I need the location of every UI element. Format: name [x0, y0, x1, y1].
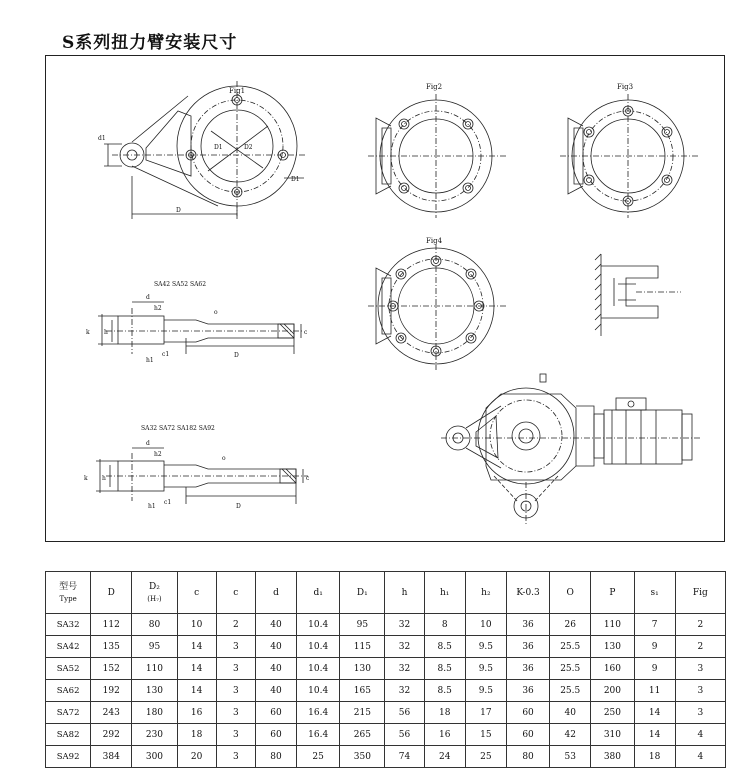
- side2-o-label: o: [222, 455, 226, 462]
- table-cell: 2: [675, 614, 725, 636]
- table-cell: 160: [591, 658, 634, 680]
- wall-bracket-drawing: [595, 254, 681, 336]
- table-cell: 152: [91, 658, 132, 680]
- table-cell: 11: [634, 680, 675, 702]
- table-cell: 14: [177, 680, 216, 702]
- table-cell: 380: [591, 746, 634, 768]
- type-cell: SA62: [46, 680, 91, 702]
- column-header-sublabel: (H₇): [147, 594, 162, 603]
- column-header-label: 型号: [59, 581, 78, 592]
- fig1-label: Fig1: [229, 87, 246, 95]
- side1-h-label: h: [104, 329, 108, 336]
- column-header-label: O: [566, 587, 574, 598]
- table-cell: 130: [340, 658, 385, 680]
- column-header-label: h: [401, 587, 408, 598]
- technical-drawing: [45, 55, 725, 542]
- table-cell: 40: [255, 658, 296, 680]
- table-cell: 14: [177, 636, 216, 658]
- table-cell: 74: [385, 746, 424, 768]
- table-row: [46, 724, 726, 746]
- table-cell: 26: [550, 614, 591, 636]
- side2-D-label: D: [236, 503, 241, 510]
- table-cell: 18: [634, 746, 675, 768]
- table-cell: 14: [634, 724, 675, 746]
- table-cell: 135: [91, 636, 132, 658]
- table-cell: 300: [132, 746, 177, 768]
- fig4-label: Fig4: [426, 237, 443, 245]
- drawing-canvas: [46, 56, 724, 541]
- dim-D2-label: D2: [244, 144, 253, 151]
- table-cell: 53: [550, 746, 591, 768]
- type-cell: SA32: [46, 614, 91, 636]
- table-cell: 14: [177, 658, 216, 680]
- table-cell: 10: [177, 614, 216, 636]
- table-cell: 110: [132, 658, 177, 680]
- table-cell: 80: [506, 746, 549, 768]
- side1-c-label: c: [304, 329, 308, 336]
- table-cell: 17: [465, 702, 506, 724]
- table-cell: 2: [216, 614, 255, 636]
- column-header: [132, 572, 177, 614]
- table-cell: 9: [634, 636, 675, 658]
- table-cell: 18: [424, 702, 465, 724]
- table-cell: 25.5: [550, 636, 591, 658]
- table-cell: 32: [385, 680, 424, 702]
- table-cell: 3: [216, 658, 255, 680]
- table-cell: 4: [675, 746, 725, 768]
- table-cell: 8: [424, 614, 465, 636]
- side2-h1-label: h1: [148, 503, 156, 510]
- side1-c1-label: c1: [162, 351, 170, 358]
- side2-h-label: h: [102, 475, 106, 482]
- table-cell: 16: [424, 724, 465, 746]
- assembly-drawing: [441, 374, 701, 526]
- table-cell: 3: [675, 658, 725, 680]
- table-cell: 56: [385, 702, 424, 724]
- table-cell: 292: [91, 724, 132, 746]
- table-cell: 10.4: [297, 636, 340, 658]
- table-cell: 130: [132, 680, 177, 702]
- fig4-drawing: [368, 244, 508, 370]
- fig3-drawing: [560, 94, 698, 218]
- side1-h2-label: h2: [154, 305, 162, 312]
- table-cell: 80: [132, 614, 177, 636]
- table-cell: 115: [340, 636, 385, 658]
- table-row: [46, 680, 726, 702]
- column-header: [424, 572, 465, 614]
- table-cell: 40: [255, 636, 296, 658]
- table-cell: 32: [385, 636, 424, 658]
- table-cell: 3: [216, 746, 255, 768]
- column-header-label: D: [107, 587, 115, 598]
- table-cell: 110: [591, 614, 634, 636]
- group1-caption: SA42 SA52 SA62: [154, 281, 207, 288]
- column-header: [91, 572, 132, 614]
- table-cell: 215: [340, 702, 385, 724]
- column-header: [634, 572, 675, 614]
- table-cell: 25.5: [550, 680, 591, 702]
- column-header-label: c: [194, 587, 200, 598]
- table-cell: 25.5: [550, 658, 591, 680]
- table-cell: 3: [216, 724, 255, 746]
- table-header-row: [46, 572, 726, 614]
- table-cell: 3: [675, 702, 725, 724]
- column-header: [340, 572, 385, 614]
- table-cell: 265: [340, 724, 385, 746]
- type-cell: SA52: [46, 658, 91, 680]
- table-cell: 95: [132, 636, 177, 658]
- dim-d1-fig1-label: D1: [291, 176, 300, 183]
- table-cell: 25: [465, 746, 506, 768]
- table-row: [46, 658, 726, 680]
- table-cell: 95: [340, 614, 385, 636]
- side2-d-label: d: [146, 440, 150, 447]
- side1-d-label: d: [146, 294, 150, 301]
- fig1-drawing: [104, 81, 306, 219]
- column-header-label: P: [609, 587, 616, 598]
- side2-c-label: c: [306, 475, 310, 482]
- table-cell: 10.4: [297, 614, 340, 636]
- table-cell: 15: [465, 724, 506, 746]
- table-row: [46, 746, 726, 768]
- side2-h2-label: h2: [154, 451, 162, 458]
- table-cell: 3: [216, 702, 255, 724]
- column-header: [550, 572, 591, 614]
- column-header-label: c: [233, 587, 239, 598]
- column-header: [675, 572, 725, 614]
- column-header-label: h₂: [481, 587, 491, 598]
- table-cell: 9.5: [465, 680, 506, 702]
- column-header: [506, 572, 549, 614]
- spec-table: [45, 571, 726, 768]
- table-row: [46, 702, 726, 724]
- column-header-label: K-0.3: [516, 587, 540, 598]
- side-view-1: [98, 302, 304, 354]
- table-cell: 25: [297, 746, 340, 768]
- column-header: [216, 572, 255, 614]
- table-row: [46, 614, 726, 636]
- table-cell: 32: [385, 614, 424, 636]
- column-header-label: d₁: [313, 587, 323, 598]
- table-cell: 36: [506, 614, 549, 636]
- table-cell: 36: [506, 658, 549, 680]
- table-cell: 60: [255, 724, 296, 746]
- table-cell: 180: [132, 702, 177, 724]
- table-cell: 18: [177, 724, 216, 746]
- table-cell: 310: [591, 724, 634, 746]
- table-cell: 16: [177, 702, 216, 724]
- table-cell: 8.5: [424, 636, 465, 658]
- type-cell: SA92: [46, 746, 91, 768]
- side2-c1-label: c1: [164, 499, 172, 506]
- table-cell: 60: [506, 702, 549, 724]
- column-header-label: D₂: [149, 581, 160, 592]
- column-header-label: Fig: [692, 587, 708, 598]
- side1-k-label: k: [86, 329, 90, 336]
- table-cell: 9.5: [465, 658, 506, 680]
- side1-h1-label: h1: [146, 357, 154, 364]
- table-cell: 40: [550, 702, 591, 724]
- type-cell: SA72: [46, 702, 91, 724]
- table-cell: 9.5: [465, 636, 506, 658]
- table-cell: 3: [216, 680, 255, 702]
- table-cell: 36: [506, 636, 549, 658]
- column-header: [255, 572, 296, 614]
- table-cell: 250: [591, 702, 634, 724]
- table-cell: 9: [634, 658, 675, 680]
- dim-P-label: D: [176, 207, 181, 214]
- side1-o-label: o: [214, 309, 218, 316]
- table-cell: 60: [255, 702, 296, 724]
- page-title: S系列扭力臂安装尺寸: [62, 33, 238, 53]
- table-cell: 7: [634, 614, 675, 636]
- side1-D-label: D: [234, 352, 239, 359]
- table-cell: 24: [424, 746, 465, 768]
- table-cell: 200: [591, 680, 634, 702]
- column-header-label: h₁: [439, 587, 450, 598]
- column-header-label: D₁: [356, 587, 368, 598]
- table-cell: 230: [132, 724, 177, 746]
- type-cell: SA42: [46, 636, 91, 658]
- table-cell: 384: [91, 746, 132, 768]
- column-header: [385, 572, 424, 614]
- table-cell: 350: [340, 746, 385, 768]
- table-cell: 20: [177, 746, 216, 768]
- table-cell: 56: [385, 724, 424, 746]
- table-cell: 40: [255, 680, 296, 702]
- table-cell: 60: [506, 724, 549, 746]
- table-cell: 10.4: [297, 658, 340, 680]
- table-cell: 2: [675, 636, 725, 658]
- side2-k-label: k: [84, 475, 88, 482]
- column-header-label: d: [273, 587, 279, 598]
- table-cell: 42: [550, 724, 591, 746]
- table-cell: 192: [91, 680, 132, 702]
- fig2-drawing: [368, 94, 506, 218]
- table-cell: 16.4: [297, 702, 340, 724]
- side-view-2: [96, 448, 308, 504]
- column-header: [591, 572, 634, 614]
- table-cell: 10: [465, 614, 506, 636]
- dim-d-label: d1: [98, 135, 106, 142]
- column-header: [46, 572, 91, 614]
- dim-D1-label: D1: [214, 144, 223, 151]
- fig3-label: Fig3: [617, 83, 634, 91]
- table-cell: 36: [506, 680, 549, 702]
- column-header: [465, 572, 506, 614]
- table-cell: 4: [675, 724, 725, 746]
- table-cell: 8.5: [424, 658, 465, 680]
- table-cell: 16.4: [297, 724, 340, 746]
- table-cell: 10.4: [297, 680, 340, 702]
- table-cell: 3: [216, 636, 255, 658]
- table-body: [46, 614, 726, 768]
- table-cell: 3: [675, 680, 725, 702]
- table-cell: 165: [340, 680, 385, 702]
- table-cell: 14: [634, 702, 675, 724]
- type-cell: SA82: [46, 724, 91, 746]
- table-cell: 40: [255, 614, 296, 636]
- table-cell: 130: [591, 636, 634, 658]
- table-cell: 8.5: [424, 680, 465, 702]
- column-header: [177, 572, 216, 614]
- table-cell: 80: [255, 746, 296, 768]
- table-cell: 112: [91, 614, 132, 636]
- column-header: [297, 572, 340, 614]
- column-header-sublabel: Type: [59, 594, 77, 603]
- table-cell: 32: [385, 658, 424, 680]
- group2-caption: SA32 SA72 SA182 SA92: [141, 425, 215, 432]
- table-row: [46, 636, 726, 658]
- fig2-label: Fig2: [426, 83, 443, 91]
- table-cell: 243: [91, 702, 132, 724]
- column-header-label: s₁: [650, 587, 659, 598]
